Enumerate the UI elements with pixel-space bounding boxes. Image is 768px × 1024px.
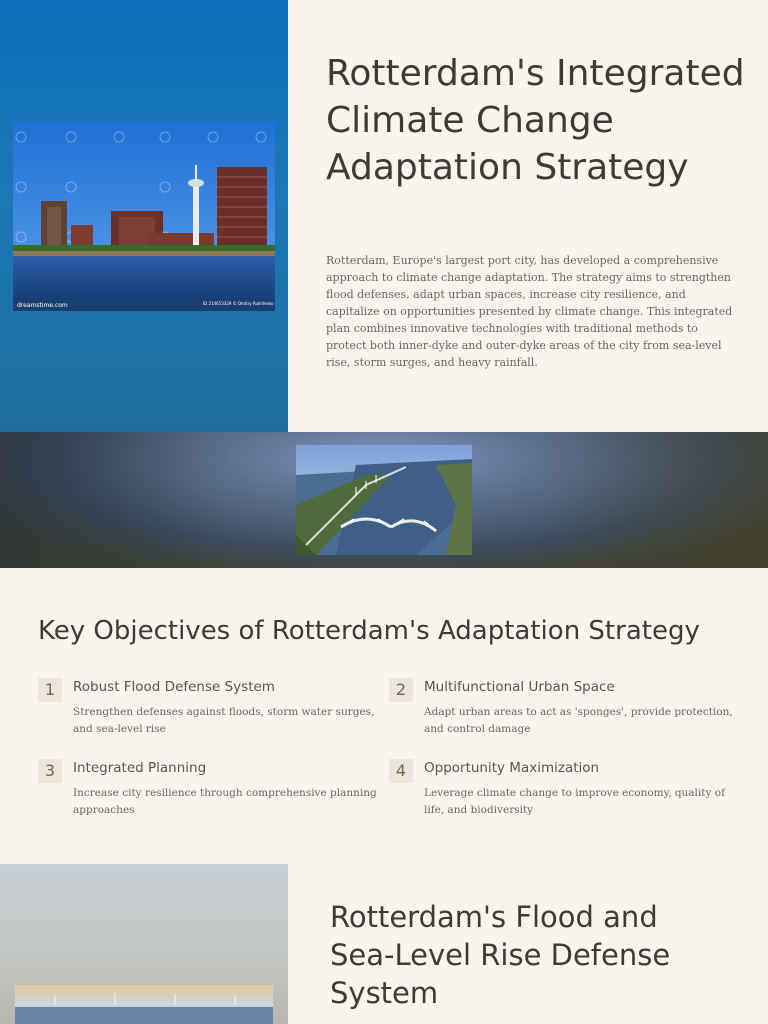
storm-barrier-banner xyxy=(0,432,768,568)
objective-number-badge: 3 xyxy=(38,759,62,783)
objective-number-badge: 1 xyxy=(38,678,62,702)
objectives-title: Key Objectives of Rotterdam's Adaptation Strategy xyxy=(38,616,700,646)
rotterdam-skyline-photo xyxy=(13,121,275,311)
objective-description: Increase city resilience through comprehensive planning approaches xyxy=(73,787,377,816)
objective-heading: Integrated Planning xyxy=(73,760,207,776)
key-objectives-section xyxy=(0,568,768,864)
svg-text:ID 214653329 © Dmitry Rukhlenk: ID 214653329 © Dmitry Rukhlenko xyxy=(203,301,274,306)
flood-section-title: Rotterdam's Flood and Sea-Level Rise Defense System xyxy=(330,900,671,1010)
objective-heading: Robust Flood Defense System xyxy=(73,679,275,695)
objective-number-badge: 4 xyxy=(389,759,413,783)
objective-heading: Multifunctional Urban Space xyxy=(424,679,615,695)
objective-description: Leverage climate change to improve economy, quality of life, and biodiversity xyxy=(424,787,725,816)
hero-image-panel xyxy=(0,0,288,432)
hero-section xyxy=(0,0,768,432)
hero-text-panel xyxy=(288,0,768,432)
flood-defense-section xyxy=(0,864,768,1024)
objective-number-badge: 2 xyxy=(389,678,413,702)
objective-heading: Opportunity Maximization xyxy=(424,760,600,776)
objective-description: Strengthen defenses against floods, storm water surges, and sea-level rise xyxy=(73,706,375,735)
objective-description: Adapt urban areas to act as 'sponges', provide protection, and control damage xyxy=(424,706,733,735)
storm-surge-barrier-photo xyxy=(296,445,472,555)
page-title: Rotterdam's Integrated Climate Change Adaptation Strategy xyxy=(326,53,745,188)
harbor-aerial-photo xyxy=(15,985,273,1024)
svg-text:dreamstime.com: dreamstime.com xyxy=(17,302,68,309)
hero-description: Rotterdam, Europe's largest port city, has developed a comprehensive approach to climate change adaptation. The strategy aims to strengthen flood defenses, adapt urban spaces, increase city resilience, and capitalize on opportunities presented by climate change. This integrated plan combines innovative technologies with traditional methods to protect both inner-dyke and outer-dyke areas of the city from sea-level rise, storm surges, and heavy rainfall. xyxy=(326,254,733,369)
flood-image-panel xyxy=(0,864,288,1024)
